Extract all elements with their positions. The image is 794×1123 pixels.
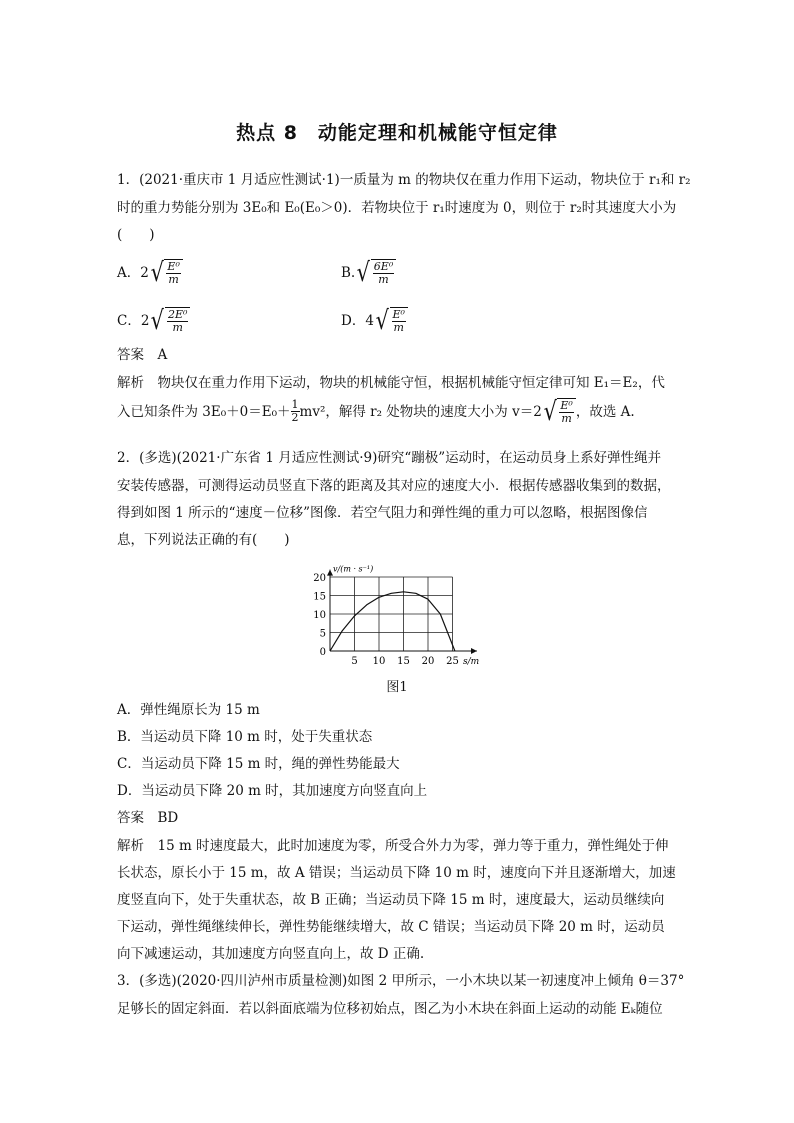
y-tick-label: 15 bbox=[313, 591, 326, 603]
q1-analysis-rad-numerator: E⁰ bbox=[560, 399, 573, 412]
velocity-curve bbox=[330, 592, 455, 651]
x-axis-label: s/m bbox=[463, 657, 480, 667]
y-tick-label: 10 bbox=[313, 610, 326, 621]
q1-stem-line-3: ( ) bbox=[117, 227, 155, 243]
page-title: 热点 8 动能定理和机械能守恒定律 bbox=[236, 122, 558, 144]
y-tick-label: 20 bbox=[313, 573, 326, 584]
q1-option-c-label: C．2 bbox=[117, 312, 150, 329]
q1-analysis-text-c: ，故选 A. bbox=[575, 403, 635, 420]
y-axis-label: v/(m · s⁻¹) bbox=[333, 564, 374, 574]
half-fraction bbox=[291, 399, 300, 424]
q1-option-d[interactable] bbox=[341, 307, 408, 334]
q2-stem-line-1: 2．(多选)(2021·广东省 1 月适应性测试·9)研究“蹦极”运动时，在运动员身上系好弹性绳并 bbox=[117, 450, 662, 466]
q1-option-a-numerator: E⁰ bbox=[167, 260, 180, 273]
q3-stem-line-2: 足够长的固定斜面．若以斜面底端为位移初始点，图乙为小木块在斜面上运动的动能 Eₖ随位 bbox=[117, 1001, 663, 1017]
sqrt-symbol: √ $\frac{\text{E⁰}}{m}$ bbox=[542, 398, 576, 425]
q1-stem-line-1: 1．(2021·重庆市 1 月适应性测试·1)一质量为 m 的物块仅在重力作用下运动，物块位于 r₁和 r₂ bbox=[117, 172, 691, 188]
y-tick-label: 5 bbox=[319, 628, 326, 640]
q1-option-c-numerator: 2E⁰ bbox=[168, 308, 188, 321]
velocity-displacement-chart bbox=[0, 560, 794, 670]
q2-stem-line-4: 息，下列说法正确的有( ) bbox=[117, 532, 290, 548]
q2-stem-line-3: 得到如图 1 所示的“速度－位移”图像．若空气阻力和弹性绳的重力可以忽略，根据图像信 bbox=[117, 505, 648, 521]
q1-option-c[interactable] bbox=[117, 307, 190, 334]
q2-option-b[interactable]: B．当运动员下降 10 m 时，处于失重状态 bbox=[117, 729, 373, 745]
q1-analysis-text-a: 入已知条件为 3E₀＋0＝E₀＋ bbox=[117, 403, 291, 420]
q1-option-a-denominator: m bbox=[168, 273, 179, 286]
half-numerator: 1 bbox=[291, 398, 299, 411]
q2-analysis-line-4: 下运动，弹性绳继续伸长，弹性势能继续增大，故 C 错误；当运动员下降 20 m 时，运动员 bbox=[117, 919, 665, 935]
sqrt-symbol: √ $\frac{\text{6E⁰}}{m}$ bbox=[355, 259, 396, 286]
q1-option-d-denominator: m bbox=[393, 321, 404, 334]
q1-analysis-text-b: mv²，解得 r₂ 处物块的速度大小为 v＝2 bbox=[299, 403, 542, 420]
x-axis-arrow bbox=[471, 648, 477, 654]
q1-option-d-numerator: E⁰ bbox=[392, 308, 405, 321]
q2-option-c[interactable]: C．当运动员下降 15 m 时，绳的弹性势能最大 bbox=[117, 756, 400, 772]
x-tick-label: 20 bbox=[421, 656, 435, 667]
q1-option-a-label: A．2 bbox=[117, 264, 149, 281]
q1-option-d-label: D．4 bbox=[341, 312, 374, 329]
q2-stem-line-2: 安装传感器，可测得运动员竖直下落的距离及其对应的速度大小．根据传感器收集到的数据， bbox=[117, 478, 671, 494]
q1-option-a[interactable] bbox=[117, 259, 183, 286]
figure-caption: 图1 bbox=[386, 680, 408, 695]
q1-stem-line-2: 时的重力势能分别为 3E₀和 E₀(E₀＞0)．若物块位于 r₁时速度为 0，则位于 r₂时其速度大小为 bbox=[117, 200, 677, 216]
half-denominator: 2 bbox=[291, 411, 299, 424]
q1-option-b-numerator: 6E⁰ bbox=[373, 260, 394, 273]
q1-option-b[interactable] bbox=[341, 259, 396, 286]
x-tick-label: 5 bbox=[351, 656, 358, 667]
q1-analysis-rad-denominator: m bbox=[561, 412, 572, 425]
q1-option-b-denominator: m bbox=[378, 273, 389, 286]
q2-option-d[interactable]: D．当运动员下降 20 m 时，其加速度方向竖直向上 bbox=[117, 783, 428, 799]
sqrt-symbol: √ $\frac{\text{2E⁰}}{m}$ bbox=[149, 307, 190, 334]
q2-analysis-line-2: 长状态，原长小于 15 m，故 A 错误；当运动员下降 10 m 时，速度向下并且逐渐增大，加速 bbox=[117, 865, 676, 881]
q1-option-b-label: B. bbox=[341, 264, 356, 281]
q1-analysis-line-1: 解析 物块仅在重力作用下运动，物块的机械能守恒，根据机械能守恒定律可知 E₁＝E₂，代 bbox=[117, 375, 665, 391]
q1-option-c-denominator: m bbox=[172, 321, 183, 334]
origin-label: 0 bbox=[319, 647, 326, 658]
q1-answer: 答案 A bbox=[117, 347, 168, 363]
x-tick-label: 10 bbox=[372, 656, 386, 667]
x-tick-label: 15 bbox=[397, 656, 410, 667]
q2-analysis-line-3: 度竖直向下，处于失重状态，故 B 正确；当运动员下降 15 m 时，速度最大，运动员继续向 bbox=[117, 892, 665, 908]
sqrt-symbol: √ $\frac{\text{E⁰}}{m}$ bbox=[374, 307, 408, 334]
sqrt-symbol: √ $\frac{\text{E⁰}}{m}$ bbox=[149, 259, 183, 286]
q2-option-a[interactable]: A．弹性绳原长为 15 m bbox=[117, 702, 260, 718]
q2-analysis-line-5: 向下减速运动，其加速度方向竖直向上，故 D 正确. bbox=[117, 946, 425, 962]
q1-analysis-line-2 bbox=[117, 398, 635, 425]
q3-stem-line-1: 3．(多选)(2020·四川泸州市质量检测)如图 2 甲所示，一小木块以某一初速度冲上倾角 θ＝37° bbox=[117, 973, 685, 989]
q2-answer: 答案 BD bbox=[117, 810, 179, 826]
q2-analysis-line-1: 解析 15 m 时速度最大，此时加速度为零，所受合外力为零，弹力等于重力，弹性绳处于伸 bbox=[117, 838, 669, 854]
x-tick-label: 25 bbox=[446, 656, 459, 667]
